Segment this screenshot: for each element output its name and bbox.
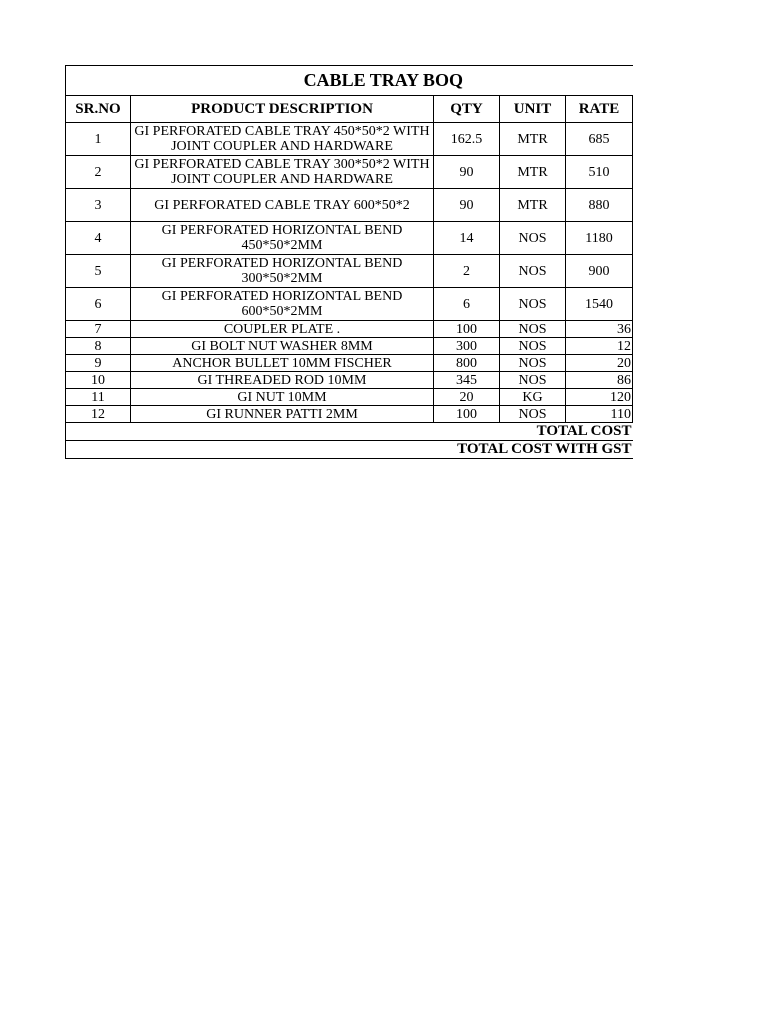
cell-qty: 90 <box>434 156 500 189</box>
cell-rate: 110 <box>566 406 633 423</box>
cell-rate: 1540 <box>566 288 633 321</box>
table-row <box>66 321 633 338</box>
cell-rate: 900 <box>566 255 633 288</box>
total-cost-gst-label: TOTAL COST WITH GST <box>66 441 633 459</box>
table-row <box>66 355 633 372</box>
cell-unit: NOS <box>500 338 566 355</box>
cell-unit: MTR <box>500 189 566 222</box>
cell-description: GI PERFORATED HORIZONTAL BEND 600*50*2MM <box>131 288 434 321</box>
table-row <box>66 189 633 222</box>
cell-srno: 4 <box>66 222 131 255</box>
cell-rate: 120 <box>566 389 633 406</box>
cell-srno: 7 <box>66 321 131 338</box>
cell-unit: NOS <box>500 321 566 338</box>
table-row <box>66 389 633 406</box>
cell-qty: 345 <box>434 372 500 389</box>
cell-qty: 2 <box>434 255 500 288</box>
header-row <box>66 96 633 123</box>
cell-qty: 100 <box>434 406 500 423</box>
header-unit: UNIT <box>500 96 566 123</box>
cell-srno: 2 <box>66 156 131 189</box>
total-cost-row <box>66 423 633 441</box>
cell-srno: 3 <box>66 189 131 222</box>
cell-srno: 9 <box>66 355 131 372</box>
cell-unit: NOS <box>500 255 566 288</box>
cell-unit: MTR <box>500 123 566 156</box>
header-rate: RATE <box>566 96 633 123</box>
table-row <box>66 372 633 389</box>
cell-unit: NOS <box>500 288 566 321</box>
total-cost-label: TOTAL COST <box>66 423 633 441</box>
boq-table <box>65 65 633 459</box>
cell-description: GI BOLT NUT WASHER 8MM <box>131 338 434 355</box>
cell-description: GI PERFORATED HORIZONTAL BEND 300*50*2MM <box>131 255 434 288</box>
cell-rate: 880 <box>566 189 633 222</box>
cell-rate: 20 <box>566 355 633 372</box>
cell-srno: 1 <box>66 123 131 156</box>
cell-unit: NOS <box>500 355 566 372</box>
cell-rate: 86 <box>566 372 633 389</box>
header-srno: SR.NO <box>66 96 131 123</box>
cell-description: GI PERFORATED HORIZONTAL BEND 450*50*2MM <box>131 222 434 255</box>
table-row <box>66 338 633 355</box>
cell-qty: 100 <box>434 321 500 338</box>
cell-srno: 5 <box>66 255 131 288</box>
cell-description: GI NUT 10MM <box>131 389 434 406</box>
cell-unit: NOS <box>500 406 566 423</box>
cell-qty: 6 <box>434 288 500 321</box>
cell-unit: NOS <box>500 222 566 255</box>
table-row <box>66 123 633 156</box>
cell-srno: 11 <box>66 389 131 406</box>
cell-qty: 162.5 <box>434 123 500 156</box>
cell-description: COUPLER PLATE . <box>131 321 434 338</box>
cell-rate: 685 <box>566 123 633 156</box>
cell-rate: 510 <box>566 156 633 189</box>
table-row <box>66 156 633 189</box>
header-description: PRODUCT DESCRIPTION <box>131 96 434 123</box>
cell-srno: 12 <box>66 406 131 423</box>
cell-unit: KG <box>500 389 566 406</box>
cell-qty: 90 <box>434 189 500 222</box>
cell-rate: 36 <box>566 321 633 338</box>
cell-srno: 8 <box>66 338 131 355</box>
table-title: CABLE TRAY BOQ <box>66 66 633 96</box>
cell-description: GI THREADED ROD 10MM <box>131 372 434 389</box>
cell-description: GI PERFORATED CABLE TRAY 600*50*2 <box>131 189 434 222</box>
total-cost-gst-row <box>66 441 633 459</box>
cell-description: GI PERFORATED CABLE TRAY 450*50*2 WITH JOINT COUPLER AND HARDWARE <box>131 123 434 156</box>
cell-description: GI PERFORATED CABLE TRAY 300*50*2 WITH JOINT COUPLER AND HARDWARE <box>131 156 434 189</box>
title-row <box>66 66 633 96</box>
cell-srno: 6 <box>66 288 131 321</box>
cell-description: ANCHOR BULLET 10MM FISCHER <box>131 355 434 372</box>
cell-unit: NOS <box>500 372 566 389</box>
cell-srno: 10 <box>66 372 131 389</box>
cell-qty: 20 <box>434 389 500 406</box>
cell-unit: MTR <box>500 156 566 189</box>
cell-qty: 300 <box>434 338 500 355</box>
table-row <box>66 255 633 288</box>
table-row <box>66 222 633 255</box>
cell-qty: 800 <box>434 355 500 372</box>
cell-rate: 12 <box>566 338 633 355</box>
cell-rate: 1180 <box>566 222 633 255</box>
table-row <box>66 406 633 423</box>
cell-qty: 14 <box>434 222 500 255</box>
cell-description: GI RUNNER PATTI 2MM <box>131 406 434 423</box>
header-qty: QTY <box>434 96 500 123</box>
table-row <box>66 288 633 321</box>
